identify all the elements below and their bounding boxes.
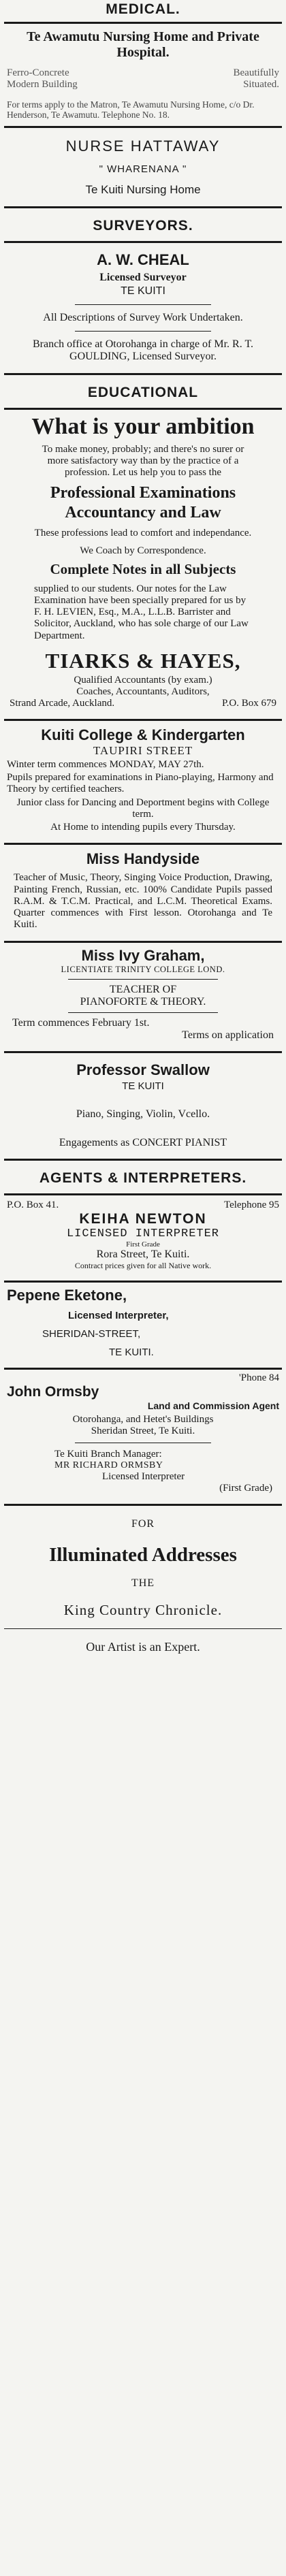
chronicle-paper: King Country Chronicle.	[63, 1601, 223, 1618]
firm-pobox: P.O. Box 679	[221, 697, 276, 709]
hattaway-name: NURSE HATTAWAY	[65, 137, 221, 155]
eketone-role: Licensed Interpreter,	[68, 1309, 169, 1321]
divider	[75, 304, 211, 305]
eketone-town: TE KUITI.	[109, 1346, 154, 1358]
firm-coaches: Coaches, Accountants, Auditors,	[76, 686, 210, 697]
ambition-title: What is your ambition	[31, 413, 255, 439]
eketone-name: Pepene Eketone,	[7, 1286, 127, 1304]
ormsby-ad	[4, 1370, 282, 1504]
ambition-lead: These professions lead to comfort and independance.	[34, 528, 252, 539]
firm-qualified: Qualified Accountants (by exam.)	[74, 674, 212, 686]
swallow-town: TE KUITI	[122, 1080, 164, 1092]
newton-pobox: P.O. Box 41.	[7, 1199, 59, 1210]
newton-name: KEIHA NEWTON	[79, 1210, 207, 1227]
ambition-subjects: Accountancy and Law	[65, 504, 221, 522]
newton-role: LICENSED INTERPRETER	[66, 1227, 220, 1240]
newton-phone: Telephone 95	[223, 1199, 279, 1210]
ormsby-address2: Sheridan Street, Te Kuiti.	[91, 1425, 195, 1436]
handyside-name: Miss Handyside	[86, 850, 200, 868]
ormsby-mgr-role: Licensed Interpreter	[102, 1470, 185, 1482]
cheal-branch: Branch office at Otorohanga in charge of Mr. R. T. GOULDING, Licensed Surveyor.	[32, 338, 254, 363]
college-term: Winter term commences MONDAY, MAY 27th.	[7, 758, 204, 770]
hattaway-place: Te Kuiti Nursing Home	[85, 182, 201, 196]
tawamutu-right: Beautifully Situated.	[233, 67, 279, 91]
cheal-town: TE KUITI	[121, 285, 165, 297]
handyside-body: Teacher of Music, Theory, Singing Voice Production, Drawing, Painting French, Russian, etc. 100% Candidate Pupils passed R.A.M. & T.C.M. Practical, and L.C.M. Theoretical Exams. Quarter commences with First lesson. Otorohanga and Te Kuiti.	[14, 872, 272, 931]
ambition-notes-title: Complete Notes in all Subjects	[50, 560, 236, 577]
newton-ad	[4, 1195, 282, 1281]
surveyors-heading: SURVEYORS.	[93, 217, 193, 234]
chronicle-title: Illuminated Addresses	[49, 1543, 237, 1566]
educational-heading: EDUCATIONAL	[87, 384, 199, 400]
swallow-name: Professor Swallow	[76, 1061, 210, 1078]
chronicle-artist: Our Artist is an Expert.	[86, 1639, 200, 1654]
tawamutu-nursing-home-ad	[4, 24, 282, 126]
graham-cert: LICENTIATE TRINITY COLLEGE LOND.	[61, 964, 225, 974]
handyside-ad	[4, 845, 282, 940]
ormsby-phone: 'Phone 84	[239, 1372, 279, 1383]
hattaway-ad	[4, 128, 282, 206]
newton-note: Contract prices given for all Native work.	[74, 1260, 212, 1270]
ormsby-address1: Otorohanga, and Hetet's Buildings	[72, 1413, 214, 1425]
ambition-coach: We Coach by Correspondence.	[80, 545, 206, 556]
college-pupils: Pupils prepared for examinations in Piano-playing, Harmony and Theory by certified teachers.	[7, 772, 274, 795]
tawamutu-title: Te Awamutu Nursing Home and Private Hospital.	[27, 29, 259, 60]
chronicle-ad	[4, 1506, 282, 1654]
ambition-intro: To make money, probably; and there's no surer or more satisfactory way than by the practice of a profession. Let us help you to pass the	[42, 443, 244, 479]
swallow-engagements: Engagements as CONCERT PIANIST	[59, 1136, 227, 1148]
graham-teacher: TEACHER OF	[109, 983, 177, 995]
graham-ad	[4, 943, 282, 1051]
ormsby-grade: (First Grade)	[219, 1482, 272, 1494]
divider	[68, 1012, 218, 1013]
cheal-desc: All Descriptions of Survey Work Undertaken.	[43, 311, 243, 323]
chronicle-the: THE	[131, 1577, 155, 1589]
college-junior: Junior class for Dancing and Deportment begins with College term.	[16, 796, 270, 820]
newton-address: Rora Street, Te Kuiti.	[96, 1248, 190, 1260]
ormsby-branch: Te Kuiti Branch Manager:	[54, 1448, 162, 1460]
medical-heading: MEDICAL.	[106, 1, 180, 17]
college-home: At Home to intending pupils every Thursday.	[50, 822, 236, 833]
swallow-instruments: Piano, Singing, Violin, Vcello.	[76, 1108, 210, 1120]
newton-grade: First Grade	[126, 1240, 160, 1249]
graham-term: Term commences February 1st.	[12, 1016, 150, 1029]
tawamutu-left: Ferro-Concrete Modern Building	[7, 67, 78, 91]
ormsby-name: John Ormsby	[7, 1383, 99, 1400]
hattaway-house: " WHARENANA "	[99, 163, 187, 175]
chronicle-for: FOR	[131, 1517, 155, 1530]
ambition-notes: supplied to our students. Our notes for the Law Examination have been specially prepared for us by F. H. LEVIEN, Esq., M.A., L.L.B. Barrister and Solicitor, Auckland, who has sole charge of our Law Department.	[34, 583, 249, 641]
agents-heading: AGENTS & INTERPRETERS.	[39, 1170, 247, 1186]
college-street: TAUPIRI STREET	[93, 743, 193, 757]
graham-name: Miss Ivy Graham,	[81, 946, 205, 964]
divider	[75, 331, 211, 332]
ambition-exams: Professional Examinations	[50, 484, 236, 502]
kuiti-college-ad	[4, 721, 282, 843]
ormsby-role: Land and Commission Agent	[147, 1400, 279, 1411]
graham-subject: PIANOFORTE & THEORY.	[80, 995, 206, 1008]
cheal-name: A. W. CHEAL	[97, 251, 189, 268]
cheal-role: Licensed Surveyor	[99, 271, 187, 283]
ormsby-manager: MR RICHARD ORMSBY	[54, 1460, 163, 1470]
ambition-ad	[4, 410, 282, 719]
graham-terms: Terms on application	[182, 1029, 274, 1041]
college-title: Kuiti College & Kindergarten	[41, 726, 245, 743]
divider	[4, 1628, 282, 1629]
swallow-ad	[4, 1053, 282, 1159]
eketone-ad	[4, 1283, 282, 1368]
eketone-street: SHERIDAN-STREET,	[42, 1327, 141, 1340]
tawamutu-terms: For terms apply to the Matron, Te Awamutu Nursing Home, c/o Dr. Henderson, Te Awamutu. Telephone No. 18.	[7, 99, 255, 120]
firm-name: TIARKS & HAYES,	[45, 648, 241, 673]
cheal-ad	[4, 243, 282, 373]
firm-address: Strand Arcade, Auckland.	[10, 697, 115, 709]
divider	[68, 979, 218, 980]
